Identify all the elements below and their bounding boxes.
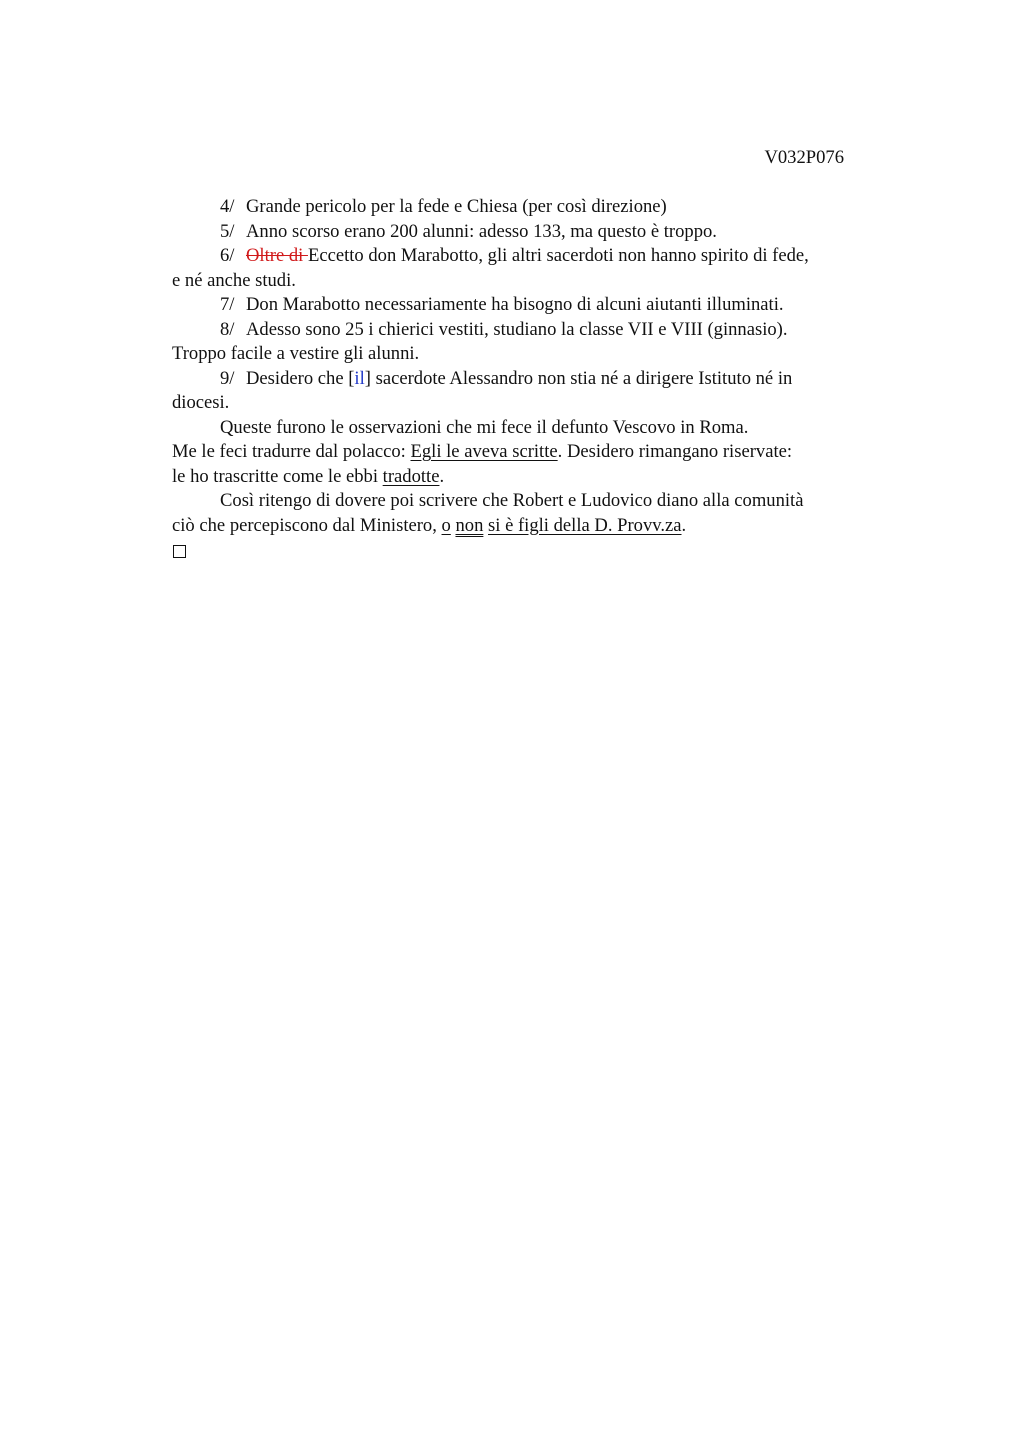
paragraph-conclusion-line2 bbox=[172, 514, 882, 539]
double-underlined-text: non bbox=[455, 514, 484, 536]
list-item-4 bbox=[172, 195, 882, 220]
item-text: Adesso sono 25 i chierici vestiti, studiano la classe VII e VIII (ginnasio). bbox=[246, 318, 788, 340]
paragraph-text: . bbox=[439, 465, 445, 487]
item-text: Desidero che [ bbox=[246, 367, 355, 389]
page-code: V032P076 bbox=[764, 147, 844, 168]
list-item-9-continued bbox=[172, 391, 882, 416]
item-text: Eccetto don Marabotto, gli altri sacerdoti non hanno spirito di fede, bbox=[307, 245, 809, 266]
list-item-5 bbox=[172, 220, 882, 245]
paragraph-text: Me le feci tradurre dal polacco: bbox=[172, 441, 411, 462]
list-item-9 bbox=[172, 367, 882, 392]
item-text: e né anche studi. bbox=[172, 269, 296, 291]
item-number: 6/ bbox=[220, 245, 235, 266]
paragraph-observations bbox=[172, 416, 882, 441]
paragraph-text: . Desidero rimangano riservate: bbox=[557, 441, 793, 462]
underlined-text: si è figli della D. Provv.za bbox=[488, 514, 682, 536]
list-item-8 bbox=[172, 318, 882, 343]
deleted-text: Oltre di bbox=[246, 245, 308, 266]
list-item-8-continued bbox=[172, 342, 882, 367]
paragraph-text: ciò che percepiscono dal Ministero, bbox=[172, 514, 442, 536]
list-item-6 bbox=[172, 244, 882, 269]
item-number: 4/ bbox=[220, 196, 235, 217]
item-number: 5/ bbox=[220, 220, 235, 242]
paragraph-text: Così ritengo di dovere poi scrivere che Robert e Ludovico diano alla comunità bbox=[220, 490, 804, 511]
item-text: diocesi. bbox=[172, 392, 230, 413]
item-number: 7/ bbox=[220, 294, 235, 315]
list-item-7 bbox=[172, 293, 882, 318]
item-number: 8/ bbox=[220, 318, 235, 340]
paragraph-observations-line2 bbox=[172, 440, 882, 465]
item-number: 9/ bbox=[220, 367, 235, 389]
underlined-text: o bbox=[441, 514, 451, 536]
item-text: Anno scorso erano 200 alunni: adesso 133, ma questo è troppo. bbox=[246, 220, 717, 242]
underlined-text: Egli le aveva scritte bbox=[410, 441, 558, 462]
list-item-6-continued bbox=[172, 269, 882, 294]
document-body bbox=[172, 195, 882, 566]
paragraph-conclusion bbox=[172, 489, 882, 514]
item-text: Grande pericolo per la fede e Chiesa (per così direzione) bbox=[246, 196, 667, 217]
paragraph-text: . bbox=[681, 514, 687, 536]
paragraph-text: Queste furono le osservazioni che mi fece il defunto Vescovo in Roma. bbox=[220, 416, 749, 438]
editorial-insertion: il bbox=[354, 367, 365, 389]
paragraph-text: le ho trascritte come le ebbi bbox=[172, 465, 383, 487]
end-marker-icon bbox=[172, 538, 882, 566]
item-text: Troppo facile a vestire gli alunni. bbox=[172, 343, 420, 364]
paragraph-observations-line3 bbox=[172, 465, 882, 490]
underlined-text: tradotte bbox=[382, 465, 440, 487]
item-text: ] sacerdote Alessandro non stia né a dirigere Istituto né in bbox=[364, 367, 793, 389]
item-text: Don Marabotto necessariamente ha bisogno di alcuni aiutanti illuminati. bbox=[246, 294, 784, 315]
